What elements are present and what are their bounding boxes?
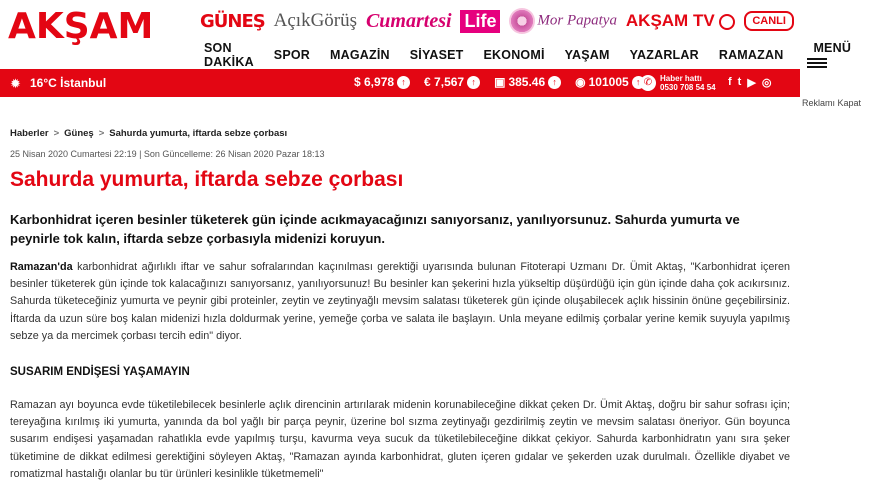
arrow-up-icon: ↑	[467, 76, 480, 89]
brand-papatya-label: Mor Papatya	[537, 12, 617, 29]
live-button[interactable]: CANLI	[744, 11, 794, 31]
article-title: Sahurda yumurta, iftarda sebze çorbası	[10, 168, 404, 191]
article-paragraph-1	[10, 259, 790, 345]
paragraph-1-lead-word: Ramazan'da	[10, 261, 73, 273]
market-eur-value: € 7,567	[424, 75, 465, 89]
weather-text[interactable]: 16°C İstanbul	[30, 76, 107, 90]
article-lead: Karbonhidrat içeren besinler tüketerek gün içinde acıkmayacağınızı sanıyorsanız, yanılıyorsunuz. Sahurda yumurta ve peynirle tok kalın, iftarda sebze çorbasıyla midenizi koruyun.	[10, 212, 740, 246]
market-usd[interactable]	[354, 75, 410, 89]
nav-item-siyaset[interactable]: SİYASET	[409, 48, 464, 62]
article-dates: 25 Nisan 2020 Cumartesi 22:19 | Son Güncelleme: 26 Nisan 2020 Pazar 18:13	[10, 149, 325, 159]
breadcrumb-gunes[interactable]: Güneş	[64, 128, 94, 139]
nav-item-yasam[interactable]: YAŞAM	[564, 48, 610, 62]
menu-button[interactable]	[793, 41, 871, 69]
whatsapp-icon: ✆	[640, 75, 656, 91]
arrow-up-icon: ↑	[548, 76, 561, 89]
youtube-icon[interactable]: ▶	[747, 77, 756, 89]
nav-item-ekonomi[interactable]: EKONOMİ	[483, 48, 545, 62]
brand-aksamtv-label: AKŞAM TV	[625, 11, 715, 30]
breadcrumb	[10, 128, 287, 139]
brand-acikgorus-link[interactable]: AçıkGörüş	[273, 10, 358, 31]
arrow-up-icon: ↑	[397, 76, 410, 89]
brand-aksamtv-link[interactable]	[626, 11, 736, 31]
hotline-text	[660, 74, 716, 92]
nav-item-son-dakika[interactable]: SON DAKİKA	[204, 41, 254, 69]
brand-gunes-link[interactable]: GÜNEŞ	[200, 10, 265, 32]
article-subheading: SUSARIM ENDİŞESİ YAŞAMAYIN	[10, 366, 190, 378]
breadcrumb-current[interactable]: Sahurda yumurta, iftarda sebze çorbası	[109, 128, 288, 139]
twitter-icon[interactable]: t	[737, 76, 742, 88]
market-usd-value: $ 6,978	[354, 75, 395, 89]
market-gold[interactable]	[494, 75, 561, 89]
play-icon	[719, 14, 735, 30]
market-ticker	[354, 75, 645, 89]
nav-item-yazarlar[interactable]: YAZARLAR	[629, 48, 699, 62]
whatsapp-hotline[interactable]	[640, 74, 716, 92]
nav-item-ramazan[interactable]: RAMAZAN	[718, 48, 784, 62]
stock-icon: ◉	[575, 75, 586, 89]
main-nav	[200, 41, 871, 69]
brand-cumartesi-link[interactable]: Cumartesi	[365, 9, 452, 32]
brand-links	[200, 4, 794, 38]
close-ad-link[interactable]: Reklamı Kapat	[801, 98, 861, 108]
chevron-right-icon: >	[53, 128, 60, 139]
brand-papatya-link[interactable]	[509, 8, 617, 34]
gold-icon: ▣	[494, 75, 506, 89]
facebook-icon[interactable]: f	[728, 76, 732, 88]
market-bist[interactable]	[575, 75, 645, 89]
nav-item-magazin[interactable]: MAGAZİN	[330, 48, 390, 62]
sun-icon: ✹	[10, 76, 21, 91]
brand-life-link[interactable]: Life	[460, 10, 500, 33]
info-bar	[0, 69, 800, 97]
instagram-icon[interactable]: ◎	[761, 77, 772, 89]
breadcrumb-haberler[interactable]: Haberler	[10, 128, 49, 139]
flower-icon	[509, 8, 535, 34]
menu-label: MENÜ	[813, 41, 852, 55]
hamburger-icon	[807, 58, 827, 68]
paragraph-1-text: karbonhidrat ağırlıklı iftar ve sahur sofralarından kaçınılması gerektiği uyarısında bulunan Fitoterapi Uzmanı Dr. Ümit Aktaş, "Karbonhidrat içeren besinler tüketerek gün içinde tok kalacağınızı sanıyorsanız, yanılıyorsunuz! Bu besinler kan şekerini hızla yükseltip düşürdüğü için gün içinde daha çok acıkırsınız. Sahurda tüketeceğiniz yumurta ve peynir gibi proteinler, zeytin ve zeytinyağlı mevsim salatası tüketerek gün içinde oluşabilecek açlık hissinin önüne geçebilirsiniz. İftarda da uzun süre boş kalan midenizi hızla doldurmak yerine, yemeğe çorba ve salata ile başlayın. Unla meyane edilmiş çorbalar yerine kemik suyuyla yapılmış sebze ya da mercimek çorbası tercih edin" diyor.	[10, 261, 790, 342]
social-links	[728, 76, 771, 89]
market-eur[interactable]	[424, 75, 480, 89]
hotline-label: Haber hattı	[660, 74, 702, 83]
header	[0, 0, 852, 69]
market-bist-value: 101005	[588, 75, 629, 89]
nav-item-spor[interactable]: SPOR	[273, 48, 311, 62]
arrow-up-icon: ↑	[632, 76, 645, 89]
aksam-logo[interactable]: AKŞAM	[8, 6, 154, 47]
hotline-number: 0530 708 54 54	[660, 83, 716, 92]
chevron-right-icon: >	[98, 128, 105, 139]
market-gold-value: 385.46	[508, 75, 546, 89]
article-paragraph-2: Ramazan ayı boyunca evde tüketilebilecek besinlerle açlık direncinin artırılarak midenin korunabileceğine dikkat çeken Dr. Ümit Aktaş, doğru bir sahur sofrası için; tereyağına kırılmış iki yumurta, yanında da bol yağlı bir parça peynir, üzerine bol sızma zeytinyağı gezdirilmiş zeytin ve mevsim salatası öneriyor. Gün boyunca susarım endişesi yaşamadan rahatlıkla evde yapılmış turşu, kavurma veya sucuk da tüketilebileceğine dikkat çekiyor. Sahurda karbonhidratın yanı sıra şeker tüketimine de dikkat edilmesi gerektiğini söyleyen Aktaş, "Ramazan ayında karbonhidrat, gluten içeren gıdalar ve şekerden uzak durulmalı. Özellikle diyabet ve romatizmal hastalığı olanlar bu tür ürünleri kesinlikle tüketmemeli"	[10, 399, 790, 480]
